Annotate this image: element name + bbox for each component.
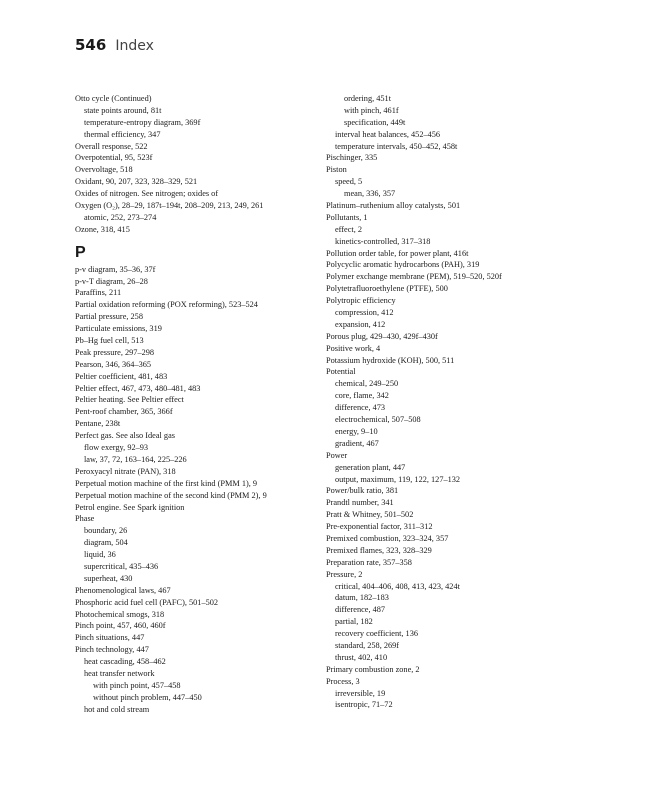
index-entry: Ozone, 318, 415 (75, 224, 130, 234)
index-subentry: kinetics-controlled, 317–318 (335, 236, 431, 246)
index-subentry: electrochemical, 507–508 (335, 415, 421, 425)
index-entry: Peak pressure, 297–298 (75, 347, 155, 357)
page-header (75, 36, 154, 54)
index-entry: Overall response, 522 (75, 141, 148, 151)
index-entry: Pischinger, 335 (326, 153, 378, 163)
index-entry: Potential (326, 367, 356, 377)
index-entry: Phase (75, 514, 95, 524)
index-subentry: difference, 473 (335, 403, 386, 413)
index-subentry: interval heat balances, 452–456 (335, 129, 441, 139)
index-subentry: liquid, 36 (84, 550, 116, 560)
index-entry: Pentane, 238t (75, 419, 121, 429)
index-entry: Pollution order table, for power plant, 416t (326, 248, 469, 258)
index-entry: Perfect gas. See also Ideal gas (75, 431, 175, 441)
index-subentry: speed, 5 (335, 177, 363, 187)
index-entry: Peltier heating. See Peltier effect (75, 395, 184, 405)
index-subentry: diagram, 504 (84, 538, 128, 548)
index-entry: Pratt & Whitney, 501–502 (326, 510, 414, 520)
index-entry: Phenomenological laws, 467 (75, 585, 171, 595)
index-subentry: isentropic, 71–72 (335, 700, 393, 710)
index-entry: Power/bulk ratio, 381 (326, 486, 399, 496)
index-subentry: ordering, 451t (344, 94, 392, 103)
index-entry: Paraffins, 211 (75, 288, 122, 298)
index-entry: Pinch point, 457, 460, 460f (75, 621, 166, 631)
index-entry: Peltier coefficient, 481, 483 (75, 371, 168, 381)
index-subentry: irreversible, 19 (335, 688, 386, 698)
index-entry: Peroxyacyl nitrate (PAN), 318 (75, 466, 176, 476)
index-entry: Potassium hydroxide (KOH), 500, 511 (326, 355, 455, 365)
index-entry: Overpotential, 95, 523f (75, 153, 153, 163)
index-subentry: compression, 412 (335, 308, 394, 318)
index-subentry: datum, 182–183 (335, 593, 389, 603)
index-entry: Positive work, 4 (326, 343, 381, 353)
index-subentry: temperature intervals, 450–452, 458t (335, 141, 458, 151)
index-entry: Pollutants, 1 (326, 212, 368, 222)
index-subentry: standard, 258, 269f (335, 640, 400, 650)
index-entry: Porous plug, 429–430, 429f–430f (326, 331, 438, 341)
index-entry: Prandtl number, 341 (326, 498, 394, 508)
index-entry: Premixed combustion, 323–324, 357 (326, 533, 449, 543)
index-subentry: hot and cold stream (84, 704, 150, 714)
section-letter: P (75, 243, 86, 261)
index-subentry: mean, 336, 357 (344, 189, 396, 199)
index-entry: Primary combustion zone, 2 (326, 664, 420, 674)
index-subentry: thermal efficiency, 347 (84, 129, 161, 139)
index-subentry: core, flame, 342 (335, 391, 389, 401)
index-entry: Partial pressure, 258 (75, 312, 143, 322)
index-column-right (326, 93, 576, 711)
page-number: 546 (75, 36, 107, 54)
index-entry: Platinum–ruthenium alloy catalysts, 501 (326, 201, 461, 211)
index-entry: Oxidant, 90, 207, 323, 328–329, 521 (75, 177, 198, 187)
index-subentry: supercritical, 435–436 (84, 561, 159, 571)
index-entry: p-v-T diagram, 26–28 (75, 276, 148, 286)
index-subentry: expansion, 412 (335, 319, 386, 329)
index-entry: Phosphoric acid fuel cell (PAFC), 501–502 (75, 597, 219, 607)
index-entry: Photochemical smogs, 318 (75, 609, 165, 619)
index-entry: Polymer exchange membrane (PEM), 519–520, 520f (326, 272, 502, 282)
index-subentry: heat cascading, 458–462 (84, 657, 166, 667)
index-subentry: partial, 182 (335, 617, 373, 627)
index-entry: Pre-exponential factor, 311–312 (326, 522, 433, 532)
index-entry: Overvoltage, 518 (75, 165, 133, 175)
index-subentry: boundary, 26 (84, 526, 128, 536)
index-entry: Polycyclic aromatic hydrocarbons (PAH), 319 (326, 260, 480, 270)
index-entry: p-v diagram, 35–36, 37f (75, 264, 156, 274)
index-entry: Petrol engine. See Spark ignition (75, 502, 185, 512)
index-subentry: with pinch, 461f (344, 105, 399, 115)
index-entry: Partial oxidation reforming (POX reforming), 523–524 (75, 300, 258, 310)
index-subentry: thrust, 402, 410 (335, 652, 388, 662)
index-entry: Polytetrafluoroethylene (PTFE), 500 (326, 284, 448, 294)
index-entry: Particulate emissions, 319 (75, 324, 162, 334)
index-entry: Peltier effect, 467, 473, 480–481, 483 (75, 383, 201, 393)
index-subentry: generation plant, 447 (335, 462, 406, 472)
index-subentry: superheat, 430 (84, 573, 133, 583)
index-entry: Perpetual motion machine of the second kind (PMM 2), 9 (75, 490, 267, 500)
index-entry: Pearson, 346, 364–365 (75, 359, 152, 369)
page-title: Index (115, 38, 154, 54)
index-entry: Oxygen (O₂), 28–29, 187t–194t, 208–209, 213, 249, 261 (75, 201, 264, 211)
index-subentry: flow exergy, 92–93 (84, 443, 149, 453)
index-subentry: output, maximum, 119, 122, 127–132 (335, 474, 461, 484)
index-subentry: state points around, 81t (84, 105, 162, 115)
index-subentry: with pinch point, 457–458 (93, 680, 181, 690)
index-subentry: heat transfer network (84, 668, 155, 678)
index-entry: Perpetual motion machine of the first kind (PMM 1), 9 (75, 478, 258, 488)
index-entry: Preparation rate, 357–358 (326, 557, 412, 567)
index-subentry: gradient, 467 (335, 438, 379, 448)
index-entry: Pent-roof chamber, 365, 366f (75, 407, 173, 417)
index-subentry: chemical, 249–250 (335, 379, 399, 389)
index-entry: Pb–Hg fuel cell, 513 (75, 336, 144, 346)
index-subentry: difference, 487 (335, 605, 386, 615)
index-subentry: without pinch problem, 447–450 (93, 692, 202, 702)
index-subentry: temperature-entropy diagram, 369f (84, 117, 201, 127)
index-entry: Otto cycle (Continued) (75, 94, 152, 103)
index-subentry: recovery coefficient, 136 (335, 629, 419, 639)
index-entry: Pressure, 2 (326, 569, 363, 579)
index-subentry: effect, 2 (335, 224, 363, 234)
index-entry: Polytropic efficiency (326, 296, 396, 306)
index-entry: Pinch technology, 447 (75, 645, 149, 655)
index-entry: Premixed flames, 323, 328–329 (326, 545, 432, 555)
index-entry: Oxides of nitrogen. See nitrogen; oxides of (75, 189, 219, 199)
index-subentry: energy, 9–10 (335, 426, 378, 436)
index-subentry: specification, 449t (344, 117, 406, 127)
index-subentry: atomic, 252, 273–274 (84, 212, 157, 222)
index-entry: Piston (326, 165, 347, 175)
index-subentry: law, 37, 72, 163–164, 225–226 (84, 454, 187, 464)
index-entry: Pinch situations, 447 (75, 633, 145, 643)
index-subentry: critical, 404–406, 408, 413, 423, 424t (335, 581, 460, 591)
index-entry: Process, 3 (326, 676, 360, 686)
index-column-left (75, 93, 325, 716)
index-entry: Power (326, 450, 348, 460)
